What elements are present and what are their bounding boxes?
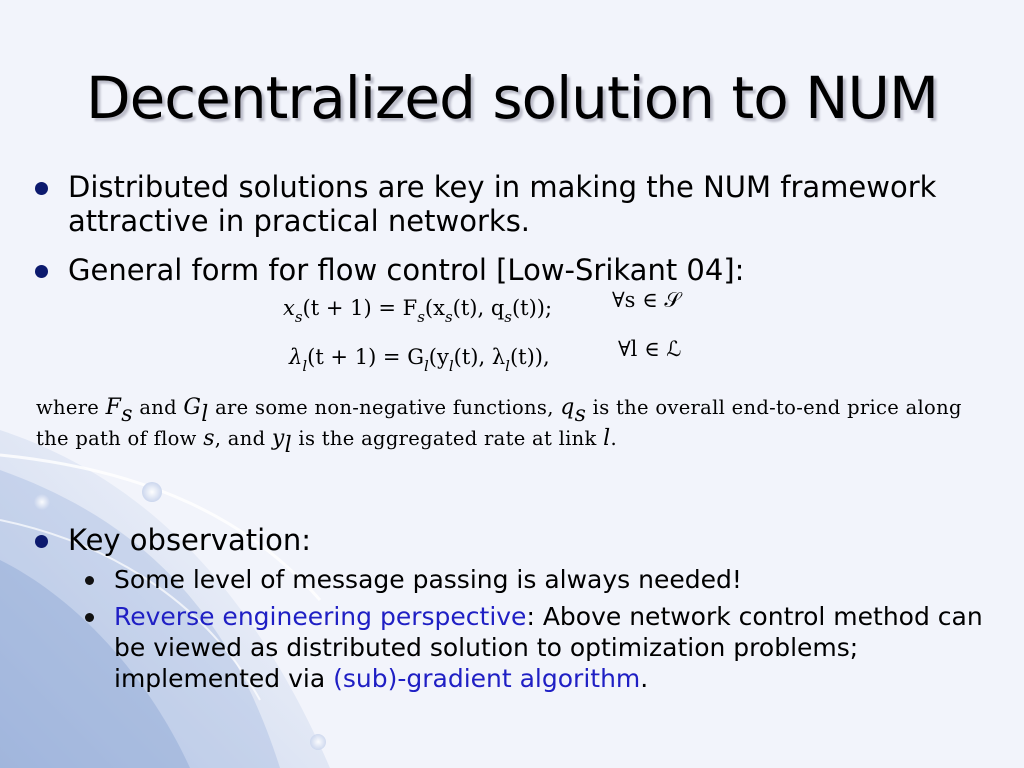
where-g-sub: l: [201, 402, 209, 427]
bullet-dot-icon: [35, 182, 48, 195]
where-q: q: [560, 395, 575, 420]
where-p2: and: [132, 396, 184, 419]
where-y: y: [271, 426, 285, 451]
eq2-lhs: λ: [289, 345, 303, 369]
bullet-dot-icon: [35, 535, 48, 548]
subbullet-text: : Above network control method can be viewed as distributed solution to optimization problems; implemented via: [114, 602, 983, 693]
where-g: G: [183, 395, 202, 420]
where-l: l: [603, 426, 611, 451]
eq1-end: (t));: [511, 296, 553, 320]
eq1-f-sub: s: [417, 308, 425, 326]
bullet-general-form: [68, 253, 998, 287]
equation-price-condition: ∀l ∈ ℒ: [618, 337, 682, 361]
eq2-arg1-sub: l: [448, 357, 454, 375]
eq1-arg2: (t), q: [452, 296, 505, 320]
subbullet-message-passing: [114, 564, 994, 595]
bullet-text: Distributed solutions are key in making the NUM framework attractive in practical networks.: [68, 170, 937, 238]
where-p3: are some non-negative functions,: [208, 396, 561, 419]
subbullet-end: .: [640, 664, 649, 693]
eq1-arg1-sub: s: [444, 308, 453, 326]
bullet-text: Key observation:: [68, 523, 312, 557]
subbullet-text: Some level of message passing is always needed!: [114, 565, 742, 594]
where-p6: is the aggregated rate at link: [291, 427, 604, 450]
eq1-lhs: x: [283, 296, 295, 320]
where-p7: .: [610, 427, 618, 450]
eq2-end: (t)),: [509, 345, 550, 369]
highlight-subgradient: (sub)-gradient algorithm: [333, 664, 641, 693]
eq2-lhs-sub: l: [302, 357, 308, 375]
subbullet-dot-icon: [85, 576, 94, 585]
equation-flow-update: [283, 296, 553, 326]
eq2-mid: (t + 1) = G: [307, 345, 424, 369]
eq1-arg2-sub: s: [504, 308, 512, 326]
eq1-arg1: (x: [424, 296, 445, 320]
where-p5: , and: [214, 427, 272, 450]
eq1-lhs-sub: s: [294, 308, 303, 326]
where-paragraph: [36, 392, 996, 458]
eq1-mid: (t + 1) = F: [302, 296, 418, 320]
where-f: F: [105, 395, 122, 420]
bullet-dot-icon: [35, 265, 48, 278]
eq2-g-sub: l: [423, 357, 429, 375]
highlight-reverse-engineering: Reverse engineering perspective: [114, 602, 527, 631]
subbullet-dot-icon: [85, 613, 94, 622]
slide-title: Decentralized solution to NUM: [85, 64, 939, 132]
where-f-sub: s: [121, 402, 133, 427]
where-p4: is the overall end-to-end price along the path of flow: [36, 396, 962, 450]
where-s: s: [203, 426, 215, 451]
subbullet-reverse-engineering: [114, 601, 994, 694]
where-q-sub: s: [574, 402, 587, 427]
eq2-arg1: (y: [428, 345, 449, 369]
bullet-text: General form for flow control [Low-Srikant 04]:: [68, 253, 745, 287]
where-y-sub: l: [284, 433, 292, 458]
eq2-arg2: (t), λ: [453, 345, 506, 369]
bullet-distributed-solutions: [68, 170, 998, 238]
where-p1: where: [36, 396, 106, 419]
eq2-arg2-sub: l: [505, 357, 510, 375]
bullet-key-observation: [68, 523, 968, 557]
equation-flow-condition: ∀s ∈ 𝒮: [612, 288, 681, 312]
equation-price-update: [289, 345, 550, 375]
